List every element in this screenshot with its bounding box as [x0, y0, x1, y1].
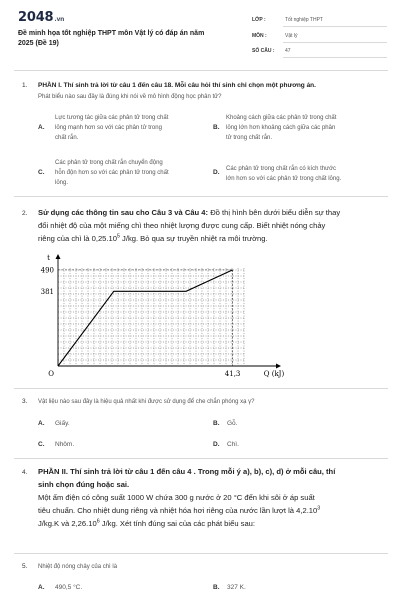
section-divider: [14, 553, 388, 554]
option-a-letter[interactable]: A.: [38, 124, 45, 131]
question-2-text: Sử dụng các thông tin sau cho Câu 3 và Câu 4: Đồ thị hình bên dưới biểu diễn sự thay đổi nhiệt độ của một miếng chì theo nhiệt lượng được cung cấp. Biết nhiệt nóng chảy riêng của chì là 0,25.10$^5$ J/kg. Bỏ qua sự truyền nhiệt ra môi trường.: [38, 208, 341, 243]
section-divider: [14, 196, 388, 197]
question-number: 4.: [22, 469, 28, 476]
section-divider: [14, 388, 388, 389]
question-5-text: Nhiệt độ nóng chảy của chì là: [38, 564, 118, 570]
option-c-letter[interactable]: C.: [38, 169, 45, 176]
option-d-letter[interactable]: D.: [213, 441, 220, 448]
option-b-text[interactable]: Gỗ.: [227, 420, 238, 427]
meta-label-class: LỚP :: [252, 17, 266, 23]
y-tick-label: 381: [40, 287, 54, 296]
meta-value-count: 47: [285, 48, 291, 54]
option-a-letter[interactable]: A.: [38, 584, 45, 591]
option-a-text[interactable]: 490,5 °C.: [55, 584, 83, 591]
site-logo[interactable]: 2048.vn: [18, 10, 65, 25]
question-number: 5.: [22, 563, 28, 570]
section-divider: [14, 458, 388, 459]
option-a-letter[interactable]: A.: [38, 420, 45, 427]
option-b-letter[interactable]: B.: [213, 584, 220, 591]
question-number: 3.: [22, 398, 28, 405]
exam-title: Đề minh họa tốt nghiệp THPT môn Vật lý có đáp án năm 2025 (Đề 19): [18, 30, 205, 47]
section-divider: [14, 70, 388, 71]
x-axis-arrow: [276, 364, 281, 369]
question-1-title: PHẦN I. Thí sinh trả lời từ câu 1 đến câu 18. Mỗi câu hỏi thí sinh chỉ chọn một phương án.: [38, 82, 316, 89]
option-c-text[interactable]: Nhôm.: [55, 441, 75, 448]
option-d-text[interactable]: Các phân tử trong chất rắn có kích thước lớn hơn so với các phân tử trong chất lỏng.: [226, 166, 342, 182]
x-axis-label: Q (kJ): [263, 370, 285, 378]
x-tick-label: 41,3: [224, 370, 241, 378]
meta-label-count: SỐ CÂU :: [252, 48, 275, 54]
meta-label-subject: MÔN :: [252, 33, 267, 39]
option-b-text[interactable]: 327 K.: [227, 584, 246, 591]
option-c-text[interactable]: Các phân tử trong chất rắn chuyển động hỗn độn hơn so với các phân tử trong chất lỏng.: [55, 160, 169, 186]
option-b-letter[interactable]: B.: [213, 124, 220, 131]
question-4-text: PHẦN II. Thí sinh trả lời từ câu 1 đến câu 4 . Trong mỗi ý a), b), c), d) ở mỗi câu, thí sinh chọn đúng hoặc sai. Một ấm điện có công suất 1000 W chứa 300 g nước ở 20 °C đến khi sôi ở áp suất tiêu chuẩn. Cho nhiệt dung riêng và nhiệt hóa hơi riêng của nước lần lượt là 4,2.10$^3$ J/kg.K và 2,26.10$^6$ J/kg. Xét tính đúng sai của các phát biểu sau:: [38, 467, 336, 528]
meta-divider: [283, 26, 387, 27]
y-axis-label: t: [47, 254, 50, 262]
origin-label: O: [48, 370, 54, 378]
question-number: 1.: [22, 82, 28, 89]
option-c-letter[interactable]: C.: [38, 441, 45, 448]
option-b-letter[interactable]: B.: [213, 420, 220, 427]
meta-divider: [283, 42, 387, 43]
option-b-text[interactable]: Khoảng cách giữa các phân tử trong chất lỏng lớn hơn khoảng cách giữa các phân tử trong chất rắn.: [226, 115, 337, 141]
question-number: 2.: [22, 210, 28, 217]
meta-value-class: Tốt nghiệp THPT: [285, 17, 323, 23]
option-a-text[interactable]: Lực tương tác giữa các phân tử trong chất lỏng mạnh hơn so với các phân tử trong chất rắn.: [55, 115, 169, 141]
y-tick-label: 490: [40, 266, 54, 275]
meta-value-subject: Vật lý: [285, 33, 298, 39]
question-3-text: Vật liệu nào sau đây là hiệu quả nhất khi được sử dụng để che chắn phóng xạ γ?: [38, 399, 255, 405]
meta-divider: [283, 57, 387, 58]
y-axis-arrow: [56, 254, 61, 259]
option-d-letter[interactable]: D.: [213, 169, 220, 176]
temperature-heat-graph: [30, 252, 300, 378]
option-a-text[interactable]: Giấy.: [55, 420, 70, 427]
question-1-prompt: Phát biểu nào sau đây là đúng khi nói về mô hình động học phân tử?: [38, 94, 222, 100]
chart-grid: [58, 268, 244, 366]
option-d-text[interactable]: Chì.: [227, 441, 239, 448]
